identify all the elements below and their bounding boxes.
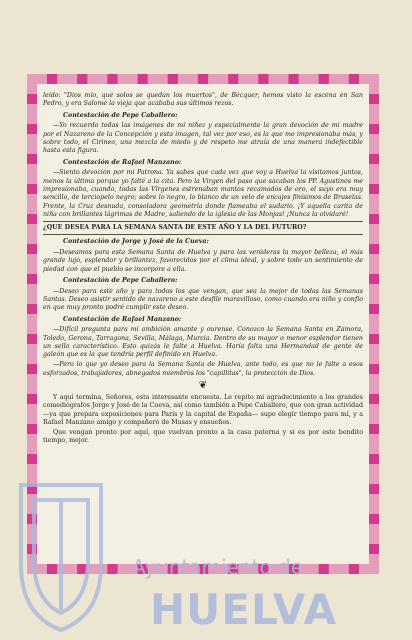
article-content — [43, 92, 363, 447]
paragraph: Que vengan pronto por aquí, que vuelvan pronto a la casa paterna y si es por este bendito tiempo, mejor. — [43, 428, 363, 445]
answer-heading: Contestación de Pepe Caballero: — [63, 277, 178, 285]
answer-heading: Contestación de Jorge y José de la Cueva: — [63, 238, 209, 246]
question-heading: ¿QUE DESEA PARA LA SEMANA SANTA DE ESTE AÑO Y LA DEL FUTURO? — [43, 224, 307, 232]
paragraph: leído: "Dios mío, qué solos se quedan los muertos", de Bécquer, hemos visto la escena en San Pedro, y era Salomé la vieja que acababa sus últimos rezos. — [43, 92, 363, 108]
ornament-icon: ❦ — [198, 379, 208, 391]
watermark-line-2: HUELVA — [150, 585, 338, 634]
answer-heading: Contestación de Pepe Caballero: — [63, 111, 178, 119]
paragraph: —Pero lo que yo deseo para la Semana Santa de Huelva, ante todo, es que no le falte a esos esforzados, trabajadores, abnegados miembros los "capillitas", la protección de Dios. — [43, 361, 363, 377]
paragraph: —Yo recuerdo todas las imágenes de mi niñez y especialmente la gran devoción de mi madre por el Nazareno de la Concepción y esta imagen, tal vez por eso, es la que me impresionaba más, y sobre todo, el Cirineo, una mezcla de miedo y de respeto me atraía de una manera indefectible hasta esta figura. — [43, 122, 363, 155]
answer-heading: Contestación de Rafael Manzano: — [63, 158, 182, 166]
paragraph: —Deseamos para esta Semana Santa de Huelva y para las venideras la mayor belleza, el más grande lujo, esplendor y brillantez, favorecidos por el clima ideal, y sobre todo un sentimiento de piedad con que el pueblo se incorpore a ella. — [43, 248, 363, 273]
paragraph: —Deseo para este año y para todos los que vengan, que sea la mejor de todas las Semanas Santas. Deseo asistir sentido de nazareno a este desfile maravilloso, como cuando era niño y confío en que muy pronto podré cumplir este deseo. — [43, 287, 363, 312]
decorative-pink-border — [27, 74, 379, 574]
watermark-line-1: Ayuntamiento de — [132, 555, 304, 579]
text-area — [43, 92, 363, 556]
paragraph: —Siento devoción por mi Patrona. Ya sabes que cada vez que voy a Huelva la visitamos juntos, menos la última porque yo falté a la cita. Pero la Virgen del paso que sacaban los PP. Agustinos me impresionaba, cuando, todas las Vírgenes estrenaban mantos recamados de oro, el suyo era muy sencillo, de terciopelo negro; sobre lo negro, lo blanco de un velo de encajes finísimos de Bruselas. Frente, la Cruz desnuda, consoladora geometría donde flameaba el sudario. ¡Y aquella carita de niña con brillantes lágrimas de Madre, saliendo de la iglesia de las Monjas! ¡Nunca la olvidaré! — [43, 169, 363, 219]
paragraph: Y aquí termina, Señores, esta interesante encuesta. Le repito mi agradecimiento a los grandes comediógrafos Jorge y José de la Cueva, así como también a Pepe Caballero, que con gran actividad —ya que prepara exposiciones para París y la capital de España— supo elegir tiempo para mí, y a Rafael Manzano amigo y compañero de Musas y ensueños. — [43, 393, 363, 427]
divider — [43, 234, 363, 235]
paragraph: —Difícil pregunta para mi ambición amante y ourense. Conozco la Semana Santa en Zamora, Toledo, Gerona, Tarragona, Sevilla, Málaga, Murcia. Dentro de su mayor o menor esplendor tienen un sello característico. Esto quizás le falte a Huelva. Haría falta una Hermandad de gente de galeón que es la que tendría perfil definido en Huelva. — [43, 326, 363, 359]
divider — [43, 221, 363, 222]
closing-section — [43, 394, 363, 446]
answer-heading: Contestación de Rafael Manzano: — [63, 315, 182, 323]
